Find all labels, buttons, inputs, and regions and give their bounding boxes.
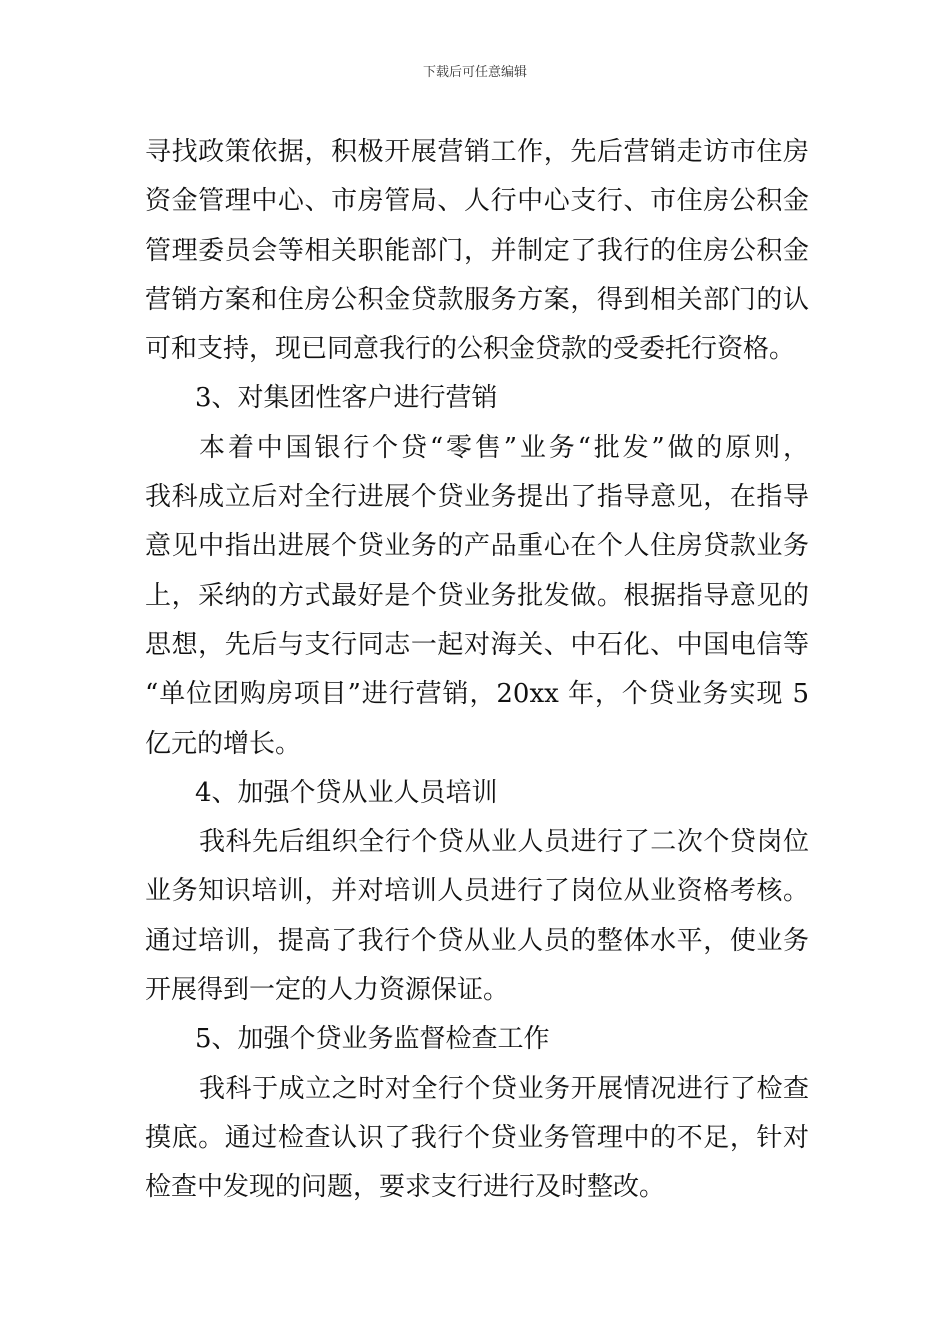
text-line: 思想，先后与支行同志一起对海关、中石化、中国电信等 — [145, 629, 809, 660]
text-line: 开展得到一定的人力资源保证。 — [145, 975, 510, 1006]
text-line: 营销方案和住房公积金贷款服务方案，得到相关部门的认 — [145, 284, 809, 315]
section-heading: 5、加强个贷业务监督检查工作 — [195, 1024, 550, 1055]
text-line: 寻找政策依据，积极开展营销工作，先后营销走访市住房 — [145, 137, 809, 167]
text-line: 检查中发现的问题，要求支行进行及时整改。 — [145, 1172, 666, 1203]
section-heading: 4、加强个贷从业人员培训 — [195, 777, 498, 808]
text-line: 通过培训，提高了我行个贷从业人员的整体水平，使业务 — [145, 925, 809, 956]
text-line: 我科先后组织全行个贷从业人员进行了二次个贷岗位 — [199, 827, 809, 858]
text-line: 可和支持，现已同意我行的公积金贷款的受委托行资格。 — [145, 334, 796, 365]
page-header: 下载后可任意编辑 — [422, 65, 527, 80]
document-body — [145, 128, 809, 1213]
text-line: “单位团购房项目”进行营销，20xx 年，个贷业务实现 5 — [145, 679, 809, 710]
text-line: 管理委员会等相关职能部门，并制定了我行的住房公积金 — [145, 235, 809, 266]
text-line: 本着中国银行个贷“零售”业务“批发”做的原则， — [199, 432, 809, 463]
text-line: 亿元的增长。 — [145, 728, 302, 759]
text-line: 上，采纳的方式最好是个贷业务批发做。根据指导意见的 — [145, 580, 809, 611]
text-line: 意见中指出进展个贷业务的产品重心在个人住房贷款业务 — [145, 531, 809, 562]
text-line: 业务知识培训，并对培训人员进行了岗位从业资格考核。 — [145, 876, 809, 907]
text-line: 我科于成立之时对全行个贷业务开展情况进行了检查 — [199, 1073, 809, 1104]
section-heading: 3、对集团性客户进行营销 — [195, 383, 498, 414]
text-line: 我科成立后对全行进展个贷业务提出了指导意见，在指导 — [145, 482, 809, 513]
text-line: 摸底。通过检查认识了我行个贷业务管理中的不足，针对 — [145, 1122, 809, 1153]
text-line: 资金管理中心、市房管局、人行中心支行、市住房公积金 — [145, 186, 809, 217]
